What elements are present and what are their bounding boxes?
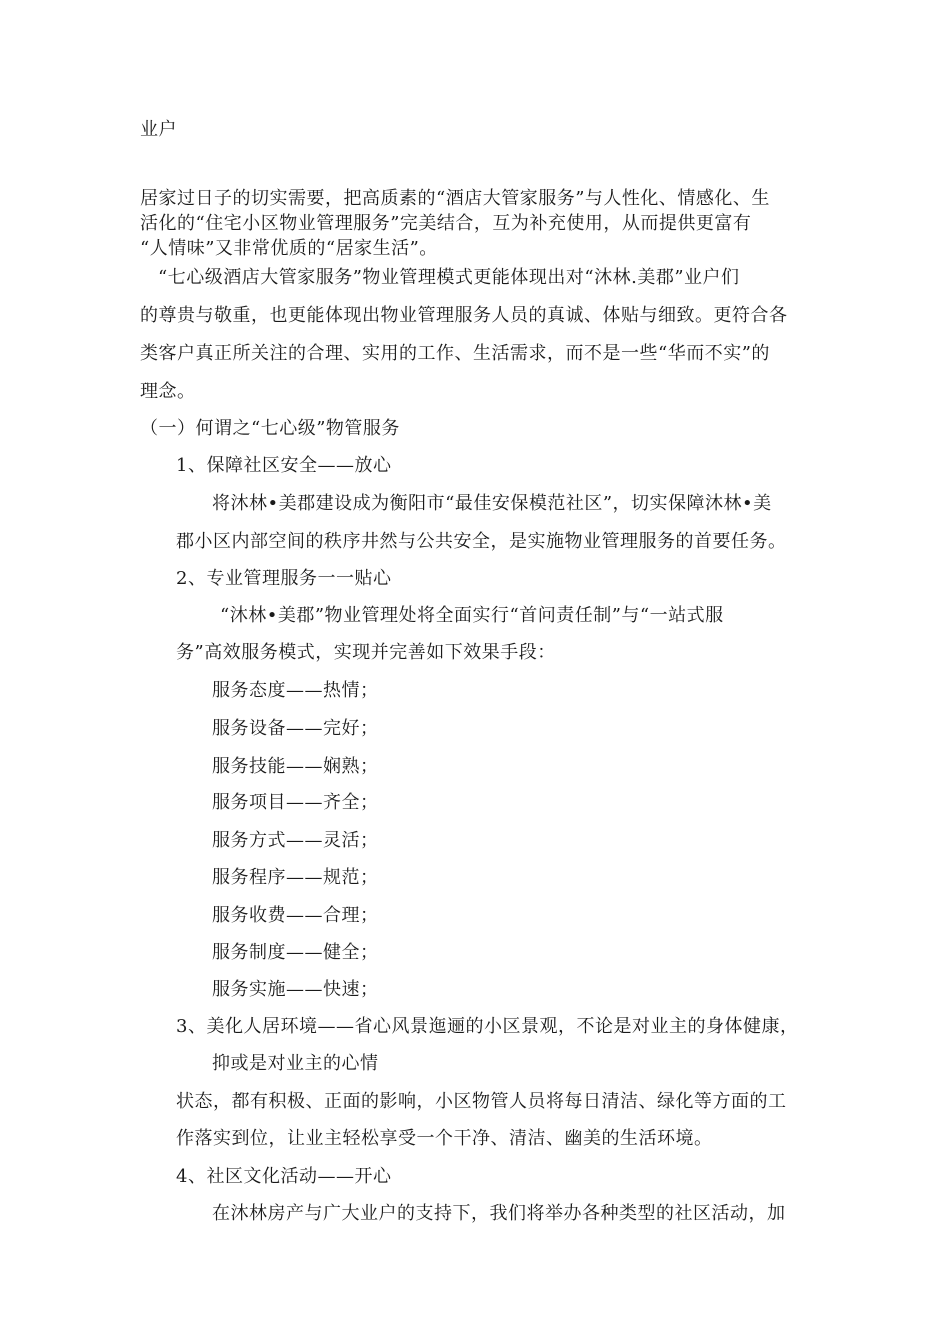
text-line: 抑或是对业主的心情 [212, 1053, 379, 1074]
text-line: “沐林•美郡”物业管理处将全面实行“首问责任制”与“一站式服 [220, 605, 724, 626]
text-line: 状态，都有积极、正面的影响，小区物管人员将每日清洁、绿化等方面的工 [176, 1091, 787, 1112]
list-item: 服务程序——规范； [212, 867, 379, 888]
subheading: 2、专业管理服务一一贴心 [176, 568, 392, 589]
text-line: “人情味”又非常优质的“居家生活”。 [140, 238, 438, 259]
list-item: 服务实施——快速； [212, 979, 379, 1000]
text-line: 作落实到位，让业主轻松享受一个干净、清洁、幽美的生活环境。 [176, 1128, 713, 1149]
list-item: 服务制度——健全； [212, 942, 379, 963]
text-line: 业户 [140, 119, 177, 140]
section-heading: （一）何谓之“七心级”物管服务 [140, 418, 400, 439]
text-line: 的尊贵与敬重，也更能体现出物业管理服务人员的真诚、体贴与细致。更符合各 [140, 305, 788, 326]
text-line: 在沐林房产与广大业户的支持下，我们将举办各种类型的社区活动，加 [212, 1203, 786, 1224]
subheading: 3、美化人居环境——省心风景迤逦的小区景观，不论是对业主的身体健康， [176, 1016, 799, 1037]
text-line: 活化的“住宅小区物业管理服务”完美结合，互为补充使用，从而提供更富有 [140, 213, 752, 234]
text-line: “七心级酒店大管家服务”物业管理模式更能体现出对“沐林.美郡”业户们 [158, 267, 740, 288]
list-item: 服务项目——齐全； [212, 792, 379, 813]
text-line: 理念。 [140, 381, 196, 402]
text-line: 务”高效服务模式，实现并完善如下效果手段： [176, 642, 556, 663]
text-line: 居家过日子的切实需要，把高质素的“酒店大管家服务”与人性化、情感化、生 [140, 188, 770, 209]
list-item: 服务设备——完好； [212, 718, 379, 739]
list-item: 服务方式——灵活； [212, 830, 379, 851]
list-item: 服务态度——热情； [212, 680, 379, 701]
text-line: 郡小区内部空间的秩序井然与公共安全，是实施物业管理服务的首要任务。 [176, 531, 787, 552]
list-item: 服务收费——合理； [212, 905, 379, 926]
text-line: 类客户真正所关注的合理、实用的工作、生活需求，而不是一些“华而不实”的 [140, 343, 770, 364]
list-item: 服务技能——娴熟； [212, 756, 379, 777]
text-line: 将沐林•美郡建设成为衡阳市“最佳安保模范社区”，切实保障沐林•美 [212, 493, 772, 514]
subheading: 1、保障社区安全——放心 [176, 455, 392, 476]
subheading: 4、社区文化活动——开心 [176, 1166, 392, 1187]
